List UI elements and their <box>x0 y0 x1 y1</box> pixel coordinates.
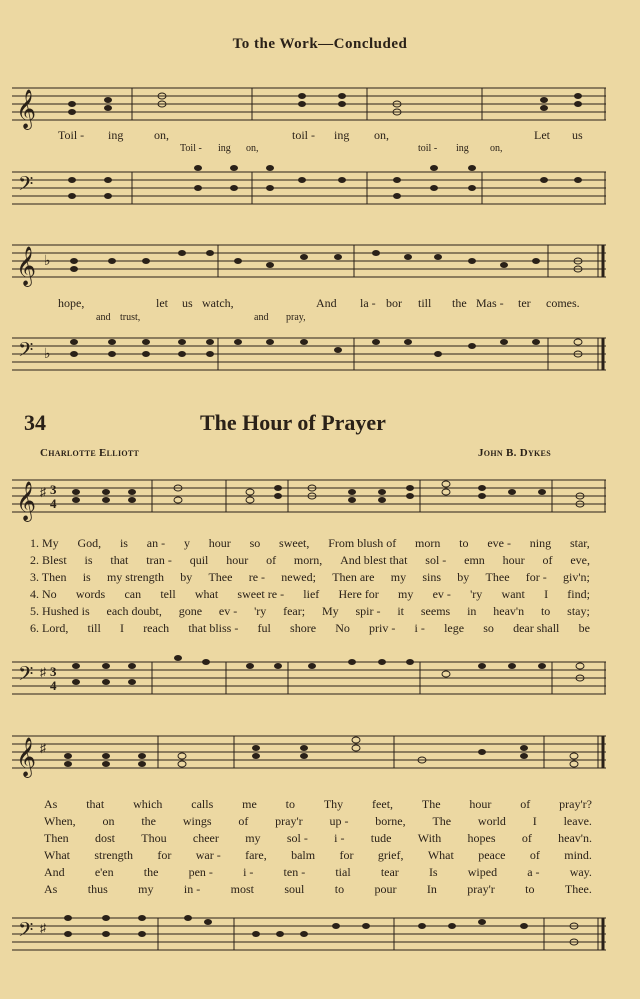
lyric: hope, <box>58 296 85 310</box>
word: The <box>421 797 441 811</box>
word: leave. <box>563 814 592 828</box>
verse-line <box>44 814 592 829</box>
svg-text:♯: ♯ <box>40 921 46 935</box>
word: eve, <box>570 553 590 567</box>
word: tude <box>370 831 392 845</box>
word: the <box>141 814 156 828</box>
word: newed; <box>281 570 316 584</box>
lyric: Toil - <box>58 128 85 142</box>
composer-credit: John B. Dykes <box>478 447 551 459</box>
word: ful <box>257 621 271 635</box>
word: till <box>87 621 101 635</box>
lyric: Mas - <box>476 296 504 310</box>
lyric: let <box>156 296 168 310</box>
word: i - <box>334 831 345 845</box>
word: an - <box>146 536 166 550</box>
word: a - <box>527 865 540 879</box>
verse-line <box>44 865 592 880</box>
word: e'en <box>94 865 114 879</box>
lyric: comes. <box>546 296 580 310</box>
word: 2. Blest <box>30 553 67 567</box>
word: of <box>521 831 532 845</box>
word: lief <box>303 587 320 601</box>
svg-text:𝄢: 𝄢 <box>18 920 34 946</box>
word: wiped <box>467 865 498 879</box>
word: seems <box>420 604 451 618</box>
word: Thee. <box>564 882 592 896</box>
word: soul <box>284 882 305 896</box>
word: my <box>390 570 407 584</box>
verse-line <box>30 536 590 551</box>
hymn-title: The Hour of Prayer <box>200 410 386 435</box>
word: Then <box>44 831 69 845</box>
word: of <box>266 553 277 567</box>
continuation-title: To the Work—Concluded <box>232 36 408 52</box>
word: tial <box>335 865 351 879</box>
word: y <box>183 536 190 550</box>
word: to <box>540 604 551 618</box>
word: tran - <box>146 553 172 567</box>
svg-text:𝄢: 𝄢 <box>18 664 34 690</box>
word: of <box>238 814 249 828</box>
word: dost <box>94 831 115 845</box>
svg-text:4: 4 <box>50 496 57 511</box>
word: tear <box>380 865 399 879</box>
bass-staff-1 <box>12 158 606 218</box>
word: Is <box>428 865 438 879</box>
word: 5. Hushed is <box>30 604 90 618</box>
lyric-alt: ing <box>456 143 469 154</box>
word: of <box>529 848 540 862</box>
word: can <box>124 587 142 601</box>
word: heav'n. <box>558 831 592 845</box>
svg-text:3: 3 <box>50 664 57 679</box>
verse-line <box>30 570 590 585</box>
word: feet, <box>372 797 394 811</box>
word: 1. My <box>30 536 59 550</box>
bass-staff-2 <box>12 326 606 386</box>
word: No <box>335 621 350 635</box>
word: to <box>285 797 295 811</box>
word: so <box>249 536 261 550</box>
lyric: watch, <box>202 296 234 310</box>
word: lege <box>444 621 465 635</box>
word: up - <box>329 814 349 828</box>
word: is <box>82 570 91 584</box>
word: The <box>432 814 452 828</box>
verse-line <box>44 848 592 863</box>
word: that <box>110 553 129 567</box>
lyric-alt: toil - <box>418 143 438 154</box>
svg-text:𝄞: 𝄞 <box>16 91 37 128</box>
word: it <box>397 604 405 618</box>
word: for <box>339 848 354 862</box>
word: of <box>542 553 553 567</box>
word: which <box>133 797 163 811</box>
word: heav'n <box>493 604 525 618</box>
word: morn, <box>293 553 323 567</box>
word: my <box>245 831 261 845</box>
verse-line <box>30 587 590 602</box>
lyric: Let <box>534 128 550 142</box>
word: Thy <box>323 797 344 811</box>
word: wings <box>182 814 212 828</box>
word: to <box>334 882 345 896</box>
lyric: ing <box>334 128 350 142</box>
word: Here for <box>338 587 379 601</box>
lyric-alt: and <box>254 312 269 323</box>
lyric-alt: and <box>96 312 111 323</box>
word: sins <box>422 570 442 584</box>
word: ev - <box>432 587 451 601</box>
word: quil <box>189 553 209 567</box>
word: each doubt, <box>106 604 162 618</box>
word: I <box>544 587 549 601</box>
word: re - <box>248 570 266 584</box>
word: shore <box>290 621 317 635</box>
svg-text:𝄞: 𝄞 <box>16 248 37 285</box>
svg-text:𝄢: 𝄢 <box>18 340 34 366</box>
word: is <box>84 553 93 567</box>
lyric: till <box>418 296 432 310</box>
svg-text:♭: ♭ <box>44 254 51 269</box>
word: of <box>520 797 531 811</box>
lyric-alt: on, <box>490 143 503 154</box>
treble-staff-4 <box>12 726 606 784</box>
svg-text:3: 3 <box>50 482 57 497</box>
word: pour <box>374 882 397 896</box>
word: From blush of <box>328 536 397 550</box>
word: to <box>459 536 469 550</box>
word: reach <box>143 621 170 635</box>
word: And blest that <box>340 553 408 567</box>
word: ev - <box>218 604 238 618</box>
hymn-number: 34 <box>24 410 46 435</box>
word: pray'r <box>467 882 495 896</box>
bass-staff-4 <box>12 904 606 964</box>
bass-staff-3 <box>12 646 606 706</box>
word: in <box>467 604 477 618</box>
word: world <box>477 814 506 828</box>
word: my strength <box>106 570 164 584</box>
lyric: on, <box>154 128 169 142</box>
lyric: the <box>452 296 467 310</box>
word: Thou <box>141 831 167 845</box>
word: Then are <box>332 570 375 584</box>
word: for <box>157 848 172 862</box>
word: As <box>44 882 58 896</box>
word: sweet re - <box>237 587 285 601</box>
word: I <box>532 814 537 828</box>
word: As <box>44 797 58 811</box>
word: strength <box>94 848 134 862</box>
lyric: on, <box>374 128 389 142</box>
word: stay; <box>567 604 590 618</box>
verse-line <box>30 621 590 636</box>
word: 'ry <box>254 604 267 618</box>
word: balm <box>291 848 316 862</box>
word: sol - <box>286 831 308 845</box>
word: pen - <box>188 865 213 879</box>
word: for - <box>525 570 547 584</box>
word: i - <box>243 865 254 879</box>
svg-text:♭: ♭ <box>44 347 51 362</box>
word: be <box>578 621 590 635</box>
treble-staff-1 <box>12 76 606 131</box>
word: My <box>321 604 339 618</box>
lyric: bor <box>386 296 402 310</box>
treble-staff-2 <box>12 233 606 288</box>
lyric-alt: Toil - <box>180 143 202 154</box>
word: on <box>102 814 115 828</box>
lyric: ing <box>108 128 124 142</box>
svg-text:♯: ♯ <box>40 485 46 499</box>
word: borne, <box>375 814 406 828</box>
word: so <box>483 621 494 635</box>
word: i - <box>414 621 425 635</box>
word: calls <box>191 797 214 811</box>
lyric: toil - <box>292 128 315 142</box>
word: pray'r? <box>559 797 592 811</box>
word: eve - <box>487 536 511 550</box>
word: in - <box>183 882 201 896</box>
svg-text:♯: ♯ <box>40 741 46 755</box>
word: find; <box>567 587 590 601</box>
word: pray'r <box>275 814 303 828</box>
word: hopes <box>467 831 496 845</box>
word: And <box>44 865 65 879</box>
word: tell <box>160 587 176 601</box>
word: In <box>426 882 437 896</box>
lyric: us <box>182 296 193 310</box>
word: 4. No <box>30 587 57 601</box>
word: to <box>525 882 535 896</box>
word: grief, <box>377 848 404 862</box>
lyric: ter <box>518 296 531 310</box>
verse-line <box>44 882 592 897</box>
lyric: us <box>572 128 583 142</box>
word: gone <box>178 604 203 618</box>
svg-text:4: 4 <box>50 678 57 693</box>
word: sol - <box>425 553 447 567</box>
author-credit: Charlotte Elliott <box>40 447 140 459</box>
word: my <box>138 882 154 896</box>
word: that bliss - <box>188 621 239 635</box>
word: that <box>86 797 105 811</box>
word: hour <box>226 553 249 567</box>
word: priv - <box>369 621 396 635</box>
word: When, <box>44 814 76 828</box>
word: 'ry <box>470 587 483 601</box>
word: giv'n; <box>563 570 590 584</box>
word: What <box>44 848 70 862</box>
lyric-alt: ing <box>218 143 231 154</box>
word: what <box>194 587 219 601</box>
word: hour <box>469 797 492 811</box>
word: my <box>398 587 414 601</box>
treble-staff-3 <box>12 470 606 528</box>
word: ning <box>529 536 552 550</box>
word: fear; <box>283 604 306 618</box>
word: sweet, <box>279 536 310 550</box>
word: war - <box>195 848 221 862</box>
word: Thee <box>208 570 233 584</box>
word: words <box>75 587 106 601</box>
word: cheer <box>192 831 219 845</box>
lyric-alt: pray, <box>286 312 306 323</box>
word: thus <box>87 882 108 896</box>
word: most <box>230 882 254 896</box>
lyric-alt: on, <box>246 143 259 154</box>
word: With <box>417 831 442 845</box>
word: hour <box>502 553 525 567</box>
word: mind. <box>564 848 592 862</box>
word: spir - <box>355 604 381 618</box>
word: star, <box>569 536 590 550</box>
word: the <box>143 865 159 879</box>
word: 6. Lord, <box>30 621 69 635</box>
lyric-alt: trust, <box>120 312 141 323</box>
word: want <box>501 587 525 601</box>
word: way. <box>569 865 592 879</box>
word: by <box>180 570 193 584</box>
word: is <box>119 536 128 550</box>
word: I <box>120 621 125 635</box>
word: God, <box>77 536 102 550</box>
word: hour <box>208 536 231 550</box>
word: Thee <box>485 570 510 584</box>
verse-line <box>30 553 590 568</box>
word: What <box>427 848 454 862</box>
svg-text:𝄞: 𝄞 <box>16 483 37 520</box>
word: emn <box>464 553 485 567</box>
word: morn <box>415 536 441 550</box>
lyric: And <box>316 296 337 310</box>
verse-line <box>30 604 590 619</box>
word: ten - <box>283 865 306 879</box>
lyric: la - <box>360 296 376 310</box>
svg-text:𝄢: 𝄢 <box>18 174 34 200</box>
verse-line <box>44 831 592 846</box>
word: me <box>242 797 257 811</box>
word: 3. Then <box>30 570 67 584</box>
svg-text:♯: ♯ <box>40 665 46 679</box>
word: by <box>457 570 470 584</box>
word: peace <box>478 848 506 862</box>
word: fare, <box>245 848 267 862</box>
svg-text:𝄞: 𝄞 <box>16 739 37 776</box>
word: dear shall <box>513 621 560 635</box>
verse-line <box>44 797 592 812</box>
